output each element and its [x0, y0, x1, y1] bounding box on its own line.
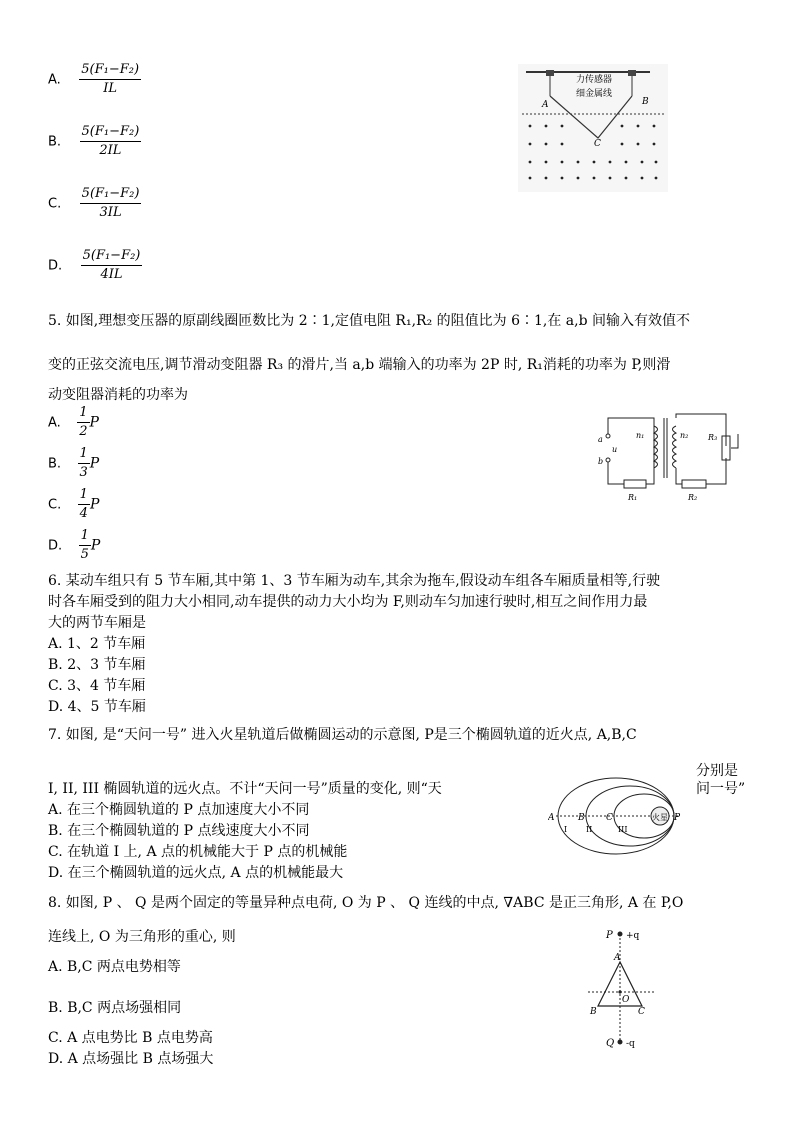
- q6-option-d[interactable]: D. 4、5 节车厢: [48, 699, 146, 715]
- q7-stem-line2: I, II, III 椭圆轨道的远火点。不计“天问一号”质量的变化, 则“天: [48, 781, 442, 797]
- label-r3: R₃: [708, 433, 718, 442]
- label-minus-q: -q: [626, 1039, 635, 1049]
- option-unit: P: [89, 414, 99, 431]
- label-n2: n₂: [680, 431, 689, 440]
- label-b: b: [598, 457, 604, 466]
- option-letter: B.: [48, 456, 62, 472]
- q8-stem-line1: 8. 如图, P 、 Q 是两个固定的等量异种点电荷, O 为 P 、 Q 连线的中点, ∇ABC 是正三角形, A 在 P,O: [48, 895, 684, 911]
- fraction: $\frac{\text{5(F₁−F₂)}}{3IL}$: [81, 186, 140, 220]
- q8-option-c[interactable]: C. A 点电势比 B 点电势高: [48, 1030, 213, 1046]
- label-c: C: [606, 813, 613, 823]
- label-orbit-ii: II: [586, 825, 593, 834]
- label-q: Q: [606, 1038, 615, 1049]
- q8-option-a[interactable]: A. B,C 两点电势相等: [48, 959, 181, 975]
- option-letter: A.: [48, 72, 61, 88]
- q5-option-a[interactable]: [48, 405, 99, 440]
- option-letter: D.: [48, 258, 63, 274]
- q6-option-b[interactable]: B. 2、3 节车厢: [48, 657, 146, 673]
- q7-option-c[interactable]: C. 在轨道 I 上, A 点的机械能大于 P 点的机械能: [48, 844, 348, 860]
- q4-option-b[interactable]: [48, 124, 141, 159]
- label-plus-q: +q: [626, 931, 640, 941]
- label-c: C: [594, 139, 601, 149]
- q5-option-b[interactable]: [48, 446, 99, 481]
- label-b: B: [590, 1007, 597, 1017]
- label-a: A: [542, 100, 549, 110]
- label-b: B: [578, 813, 585, 823]
- fraction: $\frac{1}{3}$: [79, 446, 88, 480]
- label-a: A: [548, 813, 555, 823]
- q5-circuit-figure: [594, 412, 748, 504]
- q7-stem-line1: 7. 如图, 是“天问一号” 进入火星轨道后做椭圆运动的示意图, P是三个椭圆轨道的近火点, A,B,C: [48, 727, 637, 743]
- label-r1: R₁: [628, 493, 638, 502]
- fraction: $\frac{\text{5(F₁−F₂)}}{IL}$: [81, 62, 140, 96]
- label-u: u: [612, 445, 618, 454]
- q8-stem-line2: 连线上, O 为三角形的重心, 则: [48, 929, 236, 945]
- q4-option-a[interactable]: [48, 62, 141, 97]
- sensor-label: 力传感器: [576, 75, 613, 85]
- q4-option-d[interactable]: [48, 248, 142, 283]
- option-unit: P: [89, 455, 100, 472]
- q8-charge-figure: [574, 922, 670, 1054]
- q4-figure: [518, 64, 668, 192]
- label-o: O: [622, 995, 630, 1005]
- option-letter: A.: [48, 415, 61, 431]
- q7-option-b[interactable]: B. 在三个椭圆轨道的 P 点线速度大小不同: [48, 823, 310, 839]
- label-orbit-i: I: [564, 825, 568, 834]
- q7-option-a[interactable]: A. 在三个椭圆轨道的 P 点加速度大小不同: [48, 802, 310, 818]
- option-unit: P: [89, 496, 100, 513]
- q7-option-d[interactable]: D. 在三个椭圆轨道的远火点, A 点的机械能最大: [48, 865, 344, 881]
- label-a: a: [598, 435, 603, 444]
- wire-label: 细金属线: [576, 89, 613, 99]
- fraction: $\frac{\text{5(F₁−F₂)}}{2IL}$: [81, 124, 140, 158]
- option-letter: D.: [48, 538, 63, 554]
- label-n1: n₁: [636, 431, 645, 440]
- fraction: $\frac{1}{5}$: [80, 528, 89, 562]
- q6-stem-line2: 时各车厢受到的阻力大小相同,动车提供的动力大小均为 F,则动车匀加速行驶时,相互之间作用力最: [48, 594, 648, 610]
- q4-option-c[interactable]: [48, 186, 141, 221]
- q6-option-c[interactable]: C. 3、4 节车厢: [48, 678, 146, 694]
- label-r2: R₂: [688, 493, 698, 502]
- label-p: P: [674, 813, 681, 823]
- q8-option-d[interactable]: D. A 点场强比 B 点场强大: [48, 1051, 214, 1067]
- q5-stem-line3: 动变阻器消耗的功率为: [48, 387, 188, 403]
- q5-option-d[interactable]: [48, 528, 100, 563]
- q7-stem-line2-tail: 问一号”: [696, 781, 746, 797]
- q7-orbit-figure: [548, 768, 688, 860]
- fraction: $\frac{1}{4}$: [79, 487, 88, 521]
- label-a: A: [614, 953, 621, 963]
- label-orbit-iii: III: [618, 825, 628, 834]
- label-c: C: [638, 1007, 645, 1017]
- q8-option-b[interactable]: B. B,C 两点场强相同: [48, 1000, 182, 1016]
- label-p: P: [606, 930, 613, 941]
- q6-option-a[interactable]: A. 1、2 节车厢: [48, 636, 146, 652]
- option-letter: B.: [48, 134, 62, 150]
- q6-stem-line1: 6. 某动车组只有 5 节车厢,其中第 1、3 节车厢为动车,其余为拖车,假设动车组各车厢质量相等,行驶: [48, 573, 661, 589]
- mars-label: 火星: [652, 813, 668, 822]
- fraction: $\frac{\text{5(F₁−F₂)}}{4IL}$: [82, 248, 141, 282]
- option-letter: C.: [48, 196, 62, 212]
- q7-stem-line1-tail: 分别是: [696, 763, 738, 779]
- option-letter: C.: [48, 497, 62, 513]
- fraction: $\frac{1}{2}$: [79, 405, 88, 439]
- q5-stem-line1: 5. 如图,理想变压器的原副线圈匝数比为 2∶1,定值电阻 R₁,R₂ 的阻值比为 6∶1,在 a,b 间输入有效值不: [48, 313, 691, 329]
- label-b: B: [642, 97, 649, 107]
- q5-option-c[interactable]: [48, 487, 99, 522]
- q6-stem-line3: 大的两节车厢是: [48, 615, 146, 631]
- option-unit: P: [90, 537, 101, 554]
- q5-stem-line2: 变的正弦交流电压,调节滑动变阻器 R₃ 的滑片,当 a,b 端输入的功率为 2P 时, R₁消耗的功率为 P,则滑: [48, 357, 671, 373]
